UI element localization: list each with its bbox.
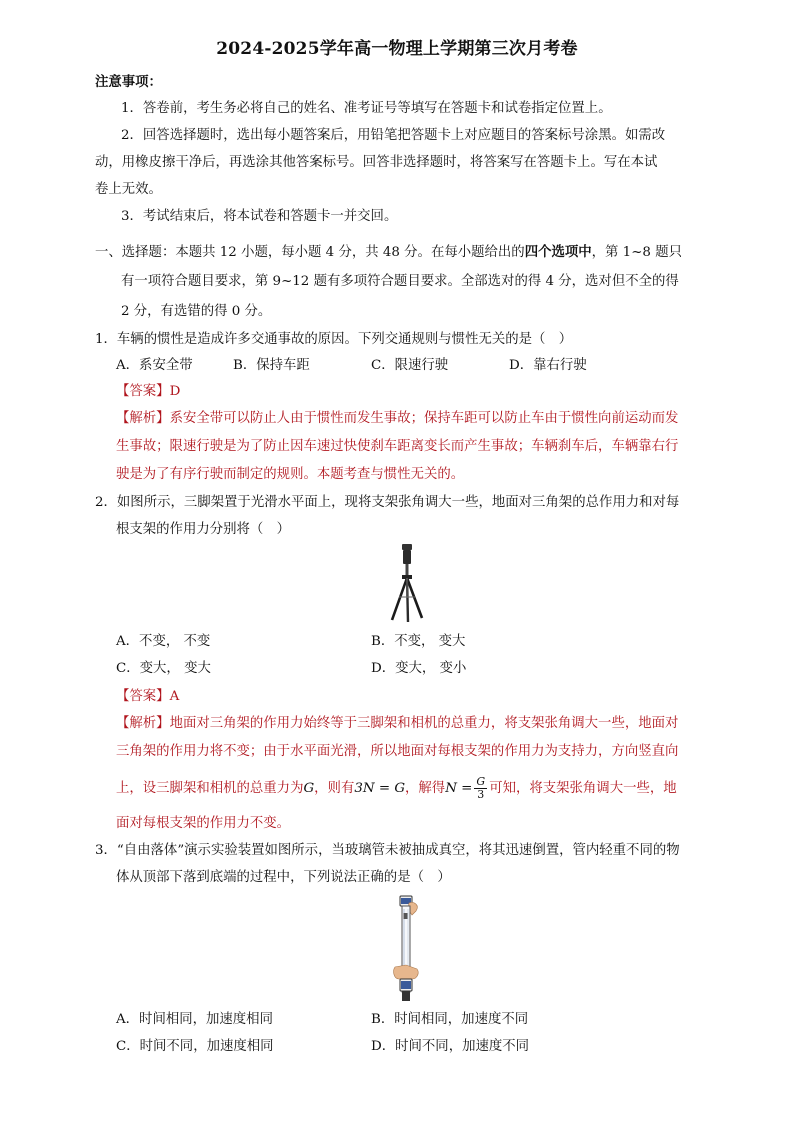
q2-fraction xyxy=(474,776,487,801)
q2-analysis-line-1 xyxy=(116,715,678,733)
note-2-line-3: 卷上无效。 xyxy=(95,182,162,197)
notes-heading: 注意事项： xyxy=(95,74,162,90)
q1-analysis-tag: 【解析】 xyxy=(116,411,170,426)
q1-answer-tag: 【答案】 xyxy=(116,384,170,399)
q2-analysis-line-2: 三角架的作用力将不变；由于水平面光滑，所以地面对每根支架的作用力为支持力，方向竖直向 xyxy=(116,744,679,759)
glass-tube-figure xyxy=(390,895,430,1005)
q2-var-n: N = xyxy=(445,781,473,796)
section-header-emphasis: 四个选项中 xyxy=(524,244,592,260)
tripod-figure xyxy=(378,542,434,624)
section-header-text-end: ，第 1~8 题只 xyxy=(591,245,682,260)
q1-option-a: A．系安全带 xyxy=(116,358,193,373)
q1-answer xyxy=(116,383,180,401)
q1-analysis-line-3: 驶是为了有序行驶而制定的规则。本题考查与惯性无关的。 xyxy=(116,467,465,482)
q2-var-g: G xyxy=(303,781,315,796)
q2-option-d: D．变大， 变小 xyxy=(371,661,467,676)
page-title: 2024-2025学年高一物理上学期第三次月考卷 xyxy=(216,39,578,59)
q2-analysis-text-1: 地面对三角架的作用力始终等于三脚架和相机的总重力，将支架张角调大一些，地面对 xyxy=(169,716,679,731)
q3-option-a: A．时间相同，加速度相同 xyxy=(116,1012,273,1027)
q1-stem: 1．车辆的惯性是造成许多交通事故的原因。下列交通规则与惯性无关的是（ ） xyxy=(95,332,573,347)
q1-option-c: C．限速行驶 xyxy=(371,358,449,373)
q2-analysis-text-3a: 上，设三脚架和相机的总重力为 xyxy=(116,781,304,796)
q2-fraction-denominator: 3 xyxy=(477,788,485,801)
q1-analysis-text-1: 系安全带可以防止人由于惯性而发生事故；保持车距可以防止车由于惯性向前运动而发 xyxy=(169,411,679,426)
q3-option-d: D．时间不同，加速度不同 xyxy=(371,1039,530,1054)
note-2-line-2: 动，用橡皮擦干净后，再选涂其他答案标号。回答非选择题时，将答案写在答题卡上。写在本试 xyxy=(95,155,658,170)
q2-analysis-line-4: 面对每根支架的作用力不变。 xyxy=(116,816,291,831)
q2-option-c: C．变大， 变大 xyxy=(116,661,211,676)
q2-stem-line-2: 根支架的作用力分别将（ ） xyxy=(116,522,291,537)
section-header-line-3: 2 分，有选错的得 0 分。 xyxy=(121,304,272,319)
q2-answer-tag: 【答案】 xyxy=(116,689,170,704)
q2-answer-value: A xyxy=(169,689,180,704)
q2-stem-line-1: 2．如图所示，三脚架置于光滑水平面上，现将支架张角调大一些，地面对三角架的总作用力和对每 xyxy=(95,495,680,510)
q1-analysis-line-2: 生事故；限速行驶是为了防止因车速过快使刹车距离变长而产生事故；车辆刹车后，车辆靠右行 xyxy=(116,439,679,454)
q1-option-d: D．靠右行驶 xyxy=(509,358,587,373)
q2-analysis-line-3 xyxy=(116,776,677,801)
q2-analysis-text-3c: ，解得 xyxy=(405,781,446,796)
section-header-line-2: 有一项符合题目要求，第 9~12 题有多项符合题目要求。全部选对的得 4 分，选对但不全的得 xyxy=(121,274,679,289)
q2-option-b: B．不变， 变大 xyxy=(371,634,466,649)
q2-analysis-tag: 【解析】 xyxy=(116,716,170,731)
note-3: 3．考试结束后，将本试卷和答题卡一并交回。 xyxy=(121,209,398,224)
q2-analysis-text-3d: 可知，将支架张角调大一些，地 xyxy=(489,781,677,796)
note-2-line-1: 2．回答选择题时，选出每小题答案后，用铅笔把答题卡上对应题目的答案标号涂黑。如需改 xyxy=(121,128,666,143)
q1-analysis-line-1 xyxy=(116,410,678,428)
q3-option-c: C．时间不同，加速度相同 xyxy=(116,1039,274,1054)
q2-fraction-numerator: G xyxy=(476,775,486,788)
note-1: 1．答卷前，考生务必将自己的姓名、准考证号等填写在答题卡和试卷指定位置上。 xyxy=(121,101,612,116)
q2-equation: 3N = G xyxy=(354,781,406,796)
q1-option-b: B．保持车距 xyxy=(233,358,310,373)
q2-option-a: A．不变， 不变 xyxy=(116,634,211,649)
q1-answer-value: D xyxy=(169,384,181,399)
section-header-text: 一、选择题：本题共 12 小题，每小题 4 分，共 48 分。在每小题给出的 xyxy=(95,245,525,260)
section-header-line-1 xyxy=(95,243,682,262)
q3-stem-line-2: 体从顶部下落到底端的过程中，下列说法正确的是（ ） xyxy=(116,870,451,885)
q2-answer xyxy=(116,688,179,706)
q2-analysis-text-3b: ，则有 xyxy=(314,781,355,796)
q3-stem-line-1: 3．“自由落体”演示实验装置如图所示，当玻璃管未被抽成真空，将其迅速倒置，管内轻重不同的物 xyxy=(95,843,680,858)
q3-option-b: B．时间相同，加速度不同 xyxy=(371,1012,529,1027)
